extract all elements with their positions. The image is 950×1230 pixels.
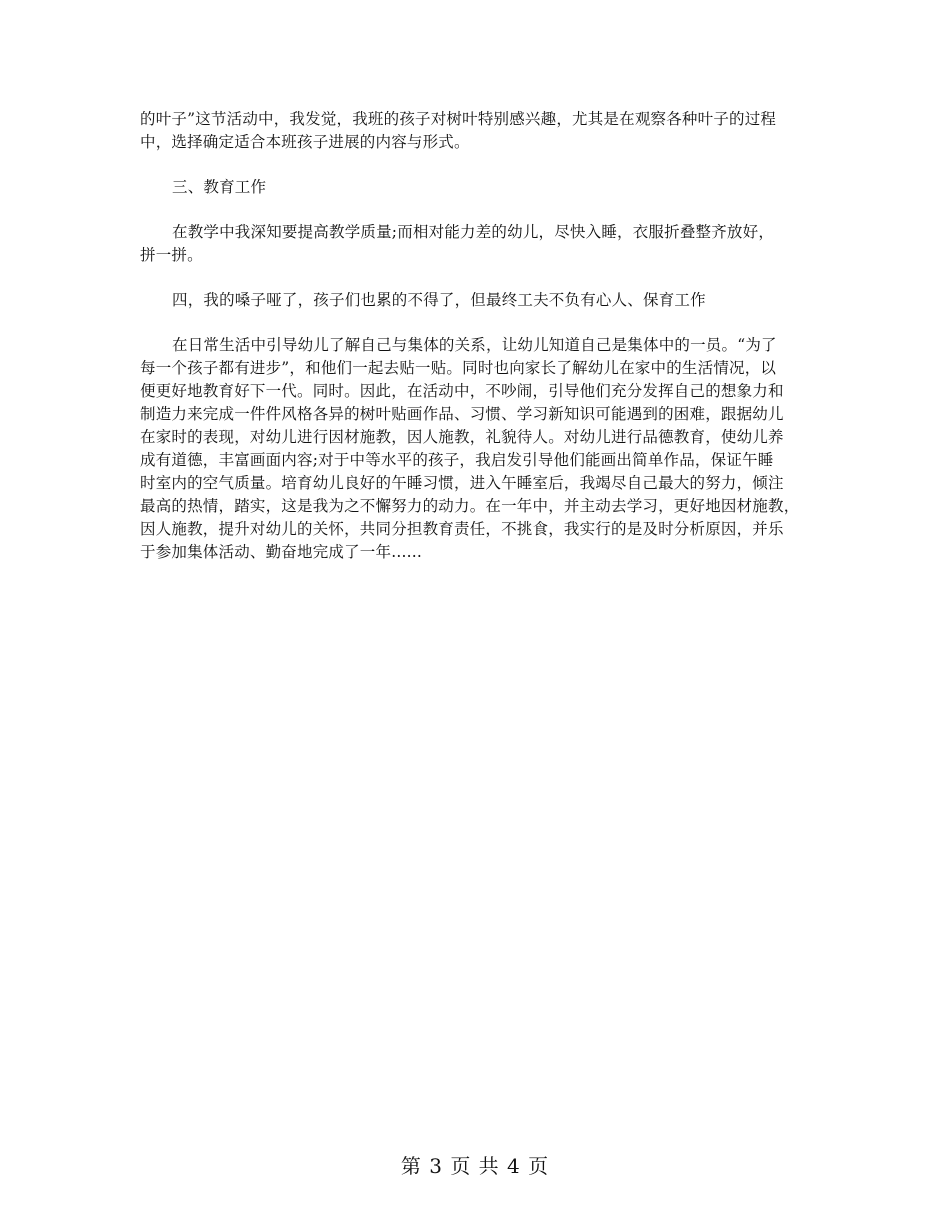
text-line: 在家时的表现，对幼儿进行因材施教，因人施教，礼貌待人。对幼儿进行品德教育，使幼儿养 — [140, 428, 784, 446]
text-line: 便更好地教育好下一代。同时。因此，在活动中，不吵闹，引导他们充分发挥自己的想象力和 — [140, 382, 784, 400]
text-line: 因人施教，提升对幼儿的关怀，共同分担教育责任，不挑食，我实行的是及时分析原因，并乐 — [140, 520, 784, 538]
page-number-footer: 第 3 页 共 4 页 — [400, 1154, 550, 1178]
text-line: 成有道德，丰富画面内容;对于中等水平的孩子，我启发引导他们能画出简单作品，保证午睡 — [140, 451, 774, 469]
text-line: 拼一拼。 — [140, 246, 203, 264]
section-heading-education: 三、教育工作 — [172, 178, 267, 196]
paragraph-teaching-quality — [140, 221, 820, 267]
paragraph-leaf-observation — [140, 108, 820, 154]
text-line: 中，选择确定适合本班孩子进展的内容与形式。 — [140, 133, 470, 151]
text-line: 在教学中我深知要提高教学质量;而相对能力差的幼儿，尽快入睡，衣服折叠整齐放好， — [172, 223, 775, 241]
text-line: 最高的热情，踏实，这是我为之不懈努力的动力。在一年中，并主动去学习，更好地因材施教， — [140, 497, 800, 515]
text-line: 的叶子”这节活动中，我发觉，我班的孩子对树叶特别感兴趣，尤其是在观察各种叶子的过程 — [140, 110, 777, 128]
text-line: 每一个孩子都有进步”，和他们一起去贴一贴。同时也向家长了解幼儿在家中的生活情况，以 — [140, 359, 777, 377]
document-body — [140, 108, 820, 564]
paragraph-daily-life — [140, 334, 820, 564]
text-line: 于参加集体活动、勤奋地完成了一年...... — [140, 543, 422, 561]
text-line: 在日常生活中引导幼儿了解自己与集体的关系，让幼儿知道自己是集体中的一员。“为了 — [172, 336, 777, 354]
text-line: 制造力来完成一件件风格各异的树叶贴画作品、习惯、学习新知识可能遇到的困难，跟据幼儿 — [140, 405, 784, 423]
text-line: 时室内的空气质量。培育幼儿良好的午睡习惯，进入午睡室后，我竭尽自己最大的努力，倾注 — [140, 474, 784, 492]
section-heading-care: 四，我的嗓子哑了，孩子们也累的不得了，但最终工夫不负有心人、保育工作 — [172, 291, 706, 309]
